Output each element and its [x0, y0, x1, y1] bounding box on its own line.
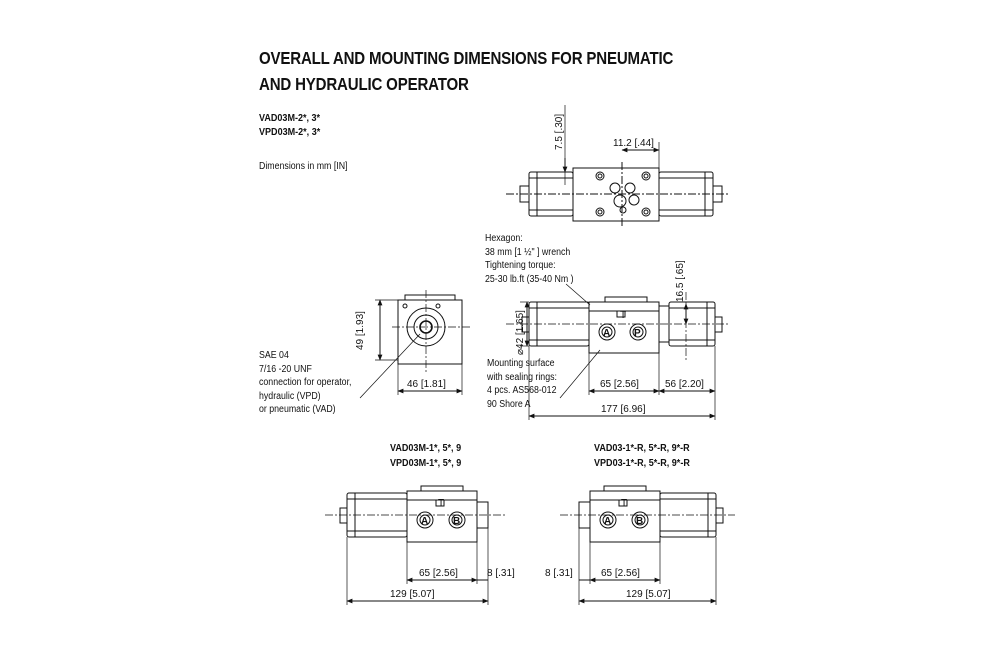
dim-7-5-label: 7.5 [.30]: [554, 113, 565, 150]
mounting-note-line-3: 4 pcs. AS568-012: [487, 385, 557, 397]
dim-42-value: 42 [1.65]: [515, 310, 526, 349]
bl-port-b-label: B: [453, 516, 461, 527]
dim-8-label-bl: 8 [.31]: [487, 568, 515, 579]
mounting-note-line-4: 90 Shore A: [487, 398, 531, 410]
dim-42-label: ⌀42 [1.65]: [515, 310, 526, 355]
model-bottom-right-vad: VAD03-1*-R, 5*-R, 9*-R: [594, 442, 690, 454]
dim-8-label-br: 8 [.31]: [545, 568, 573, 579]
dim-49-label: 49 [1.93]: [355, 311, 366, 350]
hexagon-note-line-2: 38 mm [1 ½" ] wrench: [485, 246, 571, 258]
top-view-drawing: [506, 105, 730, 228]
page-title-line-2: AND HYDRAULIC OPERATOR: [259, 74, 469, 94]
hexagon-note-line-4: 25-30 lb.ft (35-40 Nm ): [485, 273, 574, 285]
sae-note-line-3: connection for operator,: [259, 377, 352, 389]
dim-56-label: 56 [2.20]: [665, 379, 704, 390]
model-bottom-right-vpd: VPD03-1*-R, 5*-R, 9*-R: [594, 457, 690, 469]
mounting-note-line-1: Mounting surface: [487, 358, 555, 369]
front-port-p-label: P: [634, 328, 641, 339]
bl-port-a-label: A: [421, 516, 429, 527]
mounting-note-line-2: with sealing rings:: [487, 371, 557, 383]
units-note: Dimensions in mm [IN]: [259, 161, 348, 172]
dim-129-label-br: 129 [5.07]: [626, 589, 671, 600]
model-bottom-left-vad: VAD03M-1*, 5*, 9: [390, 442, 462, 454]
dim-177-label: 177 [6.96]: [601, 404, 646, 415]
front-port-t-label: T: [620, 310, 627, 321]
sae-note-line-4: hydraulic (VPD): [259, 390, 321, 402]
dim-65-label-bl: 65 [2.56]: [419, 568, 458, 579]
dim-46-label: 46 [1.81]: [407, 379, 446, 390]
dim-65-label-top: 65 [2.56]: [600, 379, 639, 390]
br-port-a-label: A: [604, 516, 612, 527]
hexagon-note-line-3: Tightening torque:: [485, 260, 556, 272]
front-port-a-label: A: [603, 328, 611, 339]
bottom-left-drawing: [325, 486, 505, 605]
page-title-line-1: OVERALL AND MOUNTING DIMENSIONS FOR PNEUMATIC: [259, 48, 674, 68]
bl-port-t-label: T: [438, 498, 445, 509]
bottom-right-drawing: [560, 486, 735, 605]
sae-note-line-5: or pneumatic (VAD): [259, 404, 336, 416]
sae-note-line-1: SAE 04: [259, 350, 289, 361]
dim-65-label-br: 65 [2.56]: [601, 568, 640, 579]
br-port-b-label: B: [636, 516, 644, 527]
model-top-vad: VAD03M-2*, 3*: [259, 112, 321, 124]
dim-129-label-bl: 129 [5.07]: [390, 589, 435, 600]
dim-11-2-label: 11.2 [.44]: [613, 138, 654, 149]
br-port-t-label: T: [621, 498, 628, 509]
model-bottom-left-vpd: VPD03M-1*, 5*, 9: [390, 457, 462, 469]
model-top-vpd: VPD03M-2*, 3*: [259, 126, 321, 138]
dim-16-5-label: 16.5 [.65]: [675, 260, 686, 302]
sae-note-line-2: 7/16 -20 UNF: [259, 363, 312, 375]
hexagon-note-line-1: Hexagon:: [485, 233, 523, 244]
front-view-drawing: [506, 284, 730, 420]
